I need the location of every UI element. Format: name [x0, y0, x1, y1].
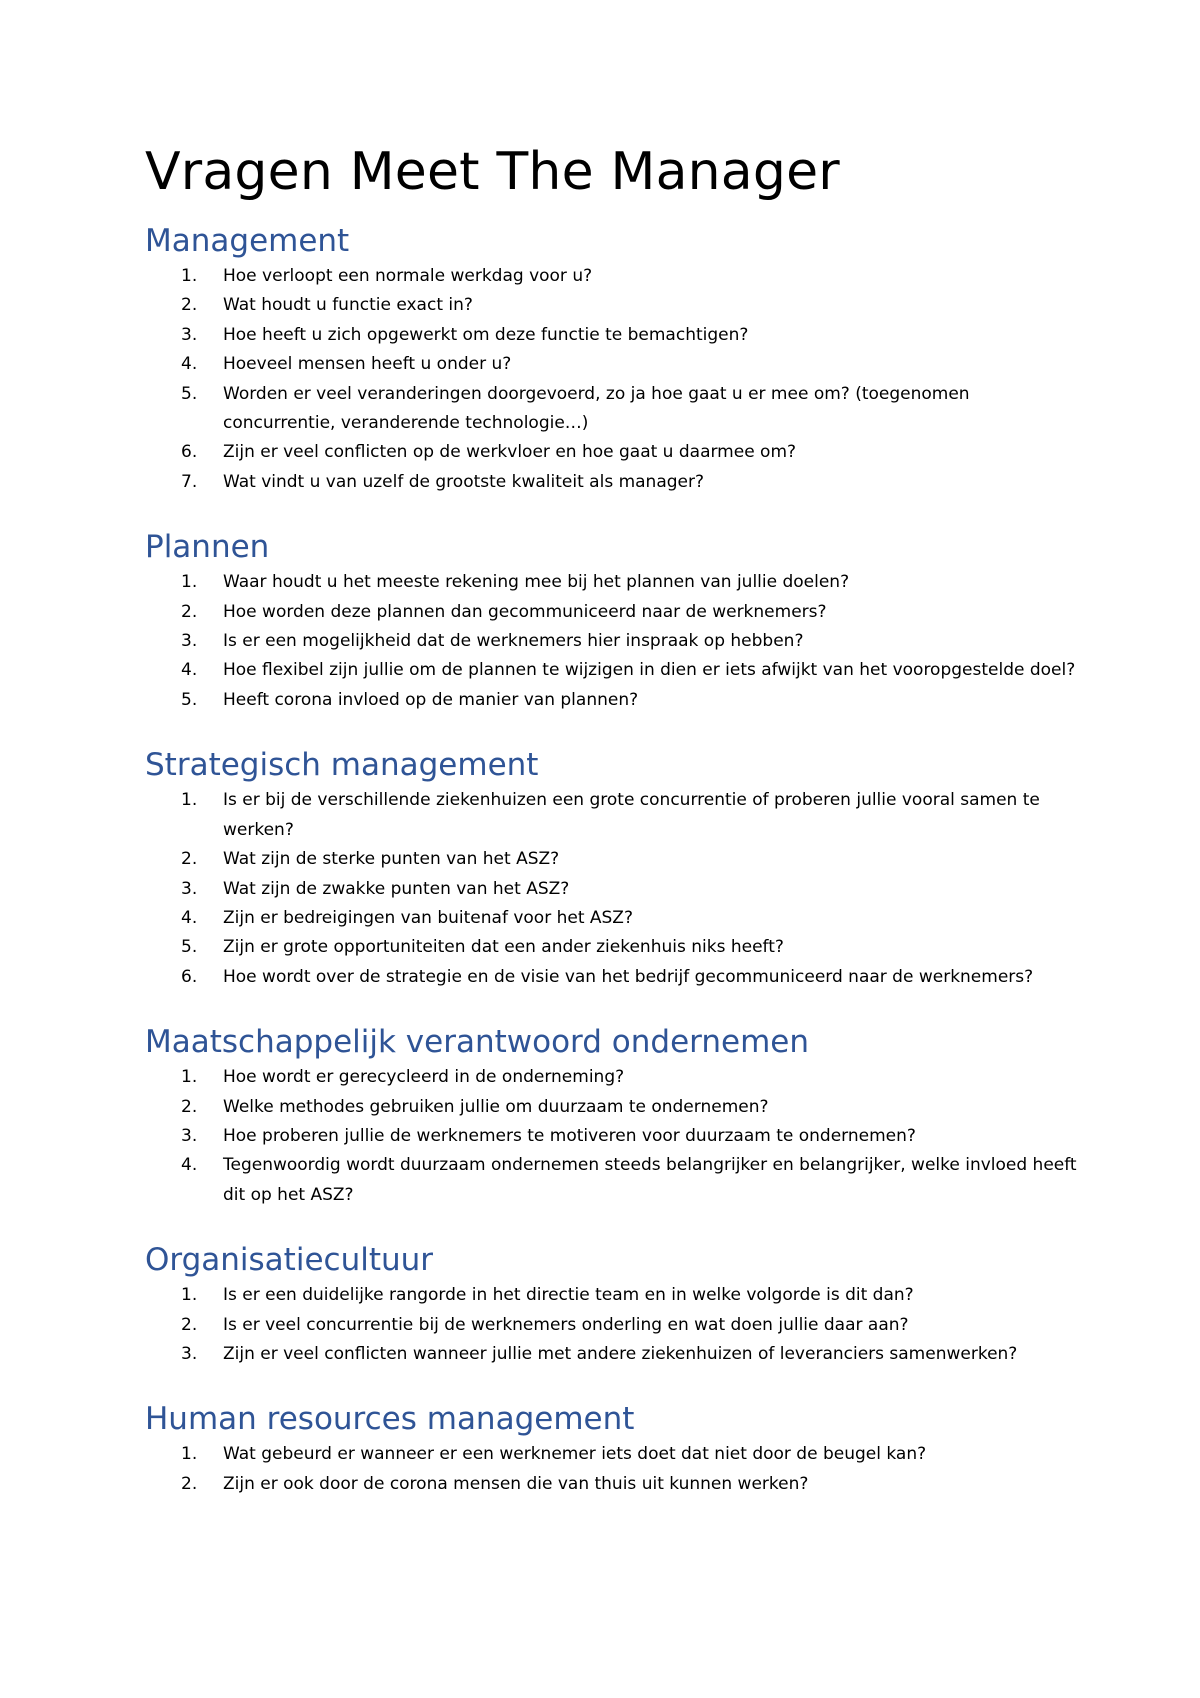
question-text: Zijn er bedreigingen van buitenaf voor het ASZ? [223, 907, 633, 928]
question-text: Zijn er ook door de corona mensen die van thuis uit kunnen werken? [223, 1473, 809, 1494]
question-number: 6. [181, 966, 198, 987]
question-number: 1. [181, 572, 198, 593]
question-item [145, 1063, 1105, 1092]
question-item [145, 1470, 1105, 1499]
question-number: 1. [181, 266, 198, 286]
question-number: 5. [181, 689, 198, 710]
question-text: Wat zijn de sterke punten van het ASZ? [223, 849, 560, 870]
section [145, 222, 1105, 497]
question-list [145, 786, 1105, 992]
question-item [145, 598, 1105, 627]
question-text: Zijn er veel conflicten op de werkvloer en hoe gaat u daarmee om? [223, 442, 797, 463]
question-number: 3. [181, 1343, 198, 1364]
question-text: Worden er veel veranderingen doorgevoerd, zo ja hoe gaat u er mee om? (toegenomen concurrentie, veranderende technologie…) [223, 383, 970, 434]
question-item [145, 845, 1105, 874]
section [145, 1400, 1105, 1499]
question-text: Is er een duidelijke rangorde in het directie team en in welke volgorde is dit dan? [223, 1285, 914, 1306]
question-number: 1. [181, 1444, 198, 1465]
question-number: 3. [181, 1125, 198, 1146]
section-heading: Organisatiecultuur [145, 1242, 434, 1279]
question-text: Hoeveel mensen heeft u onder u? [223, 354, 512, 375]
question-text: Hoe proberen jullie de werknemers te motiveren voor duurzaam te ondernemen? [223, 1125, 916, 1146]
question-text: Is er veel concurrentie bij de werknemers onderling en wat doen jullie daar aan? [223, 1314, 909, 1335]
question-item [145, 262, 1105, 291]
question-number: 4. [181, 660, 198, 681]
question-text: Hoe wordt er gerecycleerd in de onderneming? [223, 1067, 625, 1088]
question-item [145, 568, 1105, 597]
question-number: 4. [181, 1155, 198, 1176]
question-text: Hoe flexibel zijn jullie om de plannen te wijzigen in dien er iets afwijkt van het vooropgestelde doel? [223, 660, 1076, 681]
question-number: 4. [181, 907, 198, 928]
question-text: Wat zijn de zwakke punten van het ASZ? [223, 878, 570, 899]
question-text: Wat gebeurd er wanneer er een werknemer iets doet dat niet door de beugel kan? [223, 1444, 927, 1465]
question-text: Heeft corona invloed op de manier van plannen? [223, 689, 639, 710]
question-item [145, 686, 1105, 715]
question-item [145, 438, 1105, 467]
question-list [145, 568, 1105, 715]
question-list [145, 1440, 1105, 1499]
question-text: Hoe worden deze plannen dan gecommuniceerd naar de werknemers? [223, 601, 827, 622]
question-text: Waar houdt u het meeste rekening mee bij het plannen van jullie doelen? [223, 572, 850, 593]
question-number: 4. [181, 354, 198, 375]
question-item [145, 468, 1105, 497]
question-text: Welke methodes gebruiken jullie om duurzaam te ondernemen? [223, 1096, 769, 1117]
question-item [145, 1122, 1105, 1151]
question-number: 2. [181, 849, 198, 870]
question-list [145, 1281, 1105, 1369]
question-item [145, 1281, 1105, 1310]
section-heading: Management [145, 223, 350, 259]
question-text: Is er bij de verschillende ziekenhuizen een grote concurrentie of proberen jullie vooral samen te werken? [223, 790, 1040, 840]
question-number: 1. [181, 1285, 198, 1306]
question-item [145, 904, 1105, 933]
question-number: 3. [181, 324, 198, 345]
question-number: 5. [181, 937, 198, 958]
question-list [145, 1063, 1105, 1210]
question-item [145, 1340, 1105, 1369]
section-heading: Human resources management [145, 1401, 635, 1438]
question-item [145, 1311, 1105, 1340]
question-text: Zijn er veel conflicten wanneer jullie met andere ziekenhuizen of leveranciers samenwerken? [223, 1343, 1018, 1364]
question-text: Is er een mogelijkheid dat de werknemers hier inspraak op hebben? [223, 631, 804, 652]
question-item [145, 933, 1105, 962]
question-number: 2. [181, 1473, 198, 1494]
document-title: Vragen Meet The Manager [145, 142, 840, 202]
question-item [145, 350, 1105, 379]
question-text: Wat houdt u functie exact in? [223, 295, 473, 316]
section [145, 1023, 1105, 1210]
question-item [145, 380, 1105, 439]
document-page [145, 140, 1105, 1530]
question-number: 3. [181, 878, 198, 899]
section [145, 746, 1105, 992]
question-text: Zijn er grote opportuniteiten dat een ander ziekenhuis niks heeft? [223, 937, 784, 958]
question-item [145, 875, 1105, 904]
question-item [145, 786, 1105, 845]
question-item [145, 321, 1105, 350]
question-number: 1. [181, 1067, 198, 1088]
question-text: Tegenwoordig wordt duurzaam ondernemen steeds belangrijker en belangrijker, welke invloed heeft dit op het ASZ? [223, 1155, 1077, 1205]
question-item [145, 1440, 1105, 1469]
question-number: 3. [181, 631, 198, 652]
section [145, 528, 1105, 715]
question-text: Hoe heeft u zich opgewerkt om deze functie te bemachtigen? [223, 324, 749, 345]
section [145, 1241, 1105, 1369]
sections-container [145, 222, 1105, 1499]
question-number: 2. [181, 1314, 198, 1335]
question-item [145, 1093, 1105, 1122]
question-text: Wat vindt u van uzelf de grootste kwaliteit als manager? [223, 471, 705, 492]
question-item [145, 1151, 1105, 1210]
question-number: 5. [181, 383, 198, 404]
question-item [145, 291, 1105, 320]
section-heading: Maatschappelijk verantwoord ondernemen [145, 1024, 809, 1061]
question-number: 6. [181, 442, 198, 463]
section-heading: Strategisch management [145, 747, 539, 784]
question-item [145, 963, 1105, 992]
question-number: 2. [181, 295, 198, 316]
question-item [145, 627, 1105, 656]
question-item [145, 656, 1105, 685]
question-number: 2. [181, 601, 198, 622]
question-number: 2. [181, 1096, 198, 1117]
question-text: Hoe verloopt een normale werkdag voor u? [223, 266, 593, 286]
question-number: 7. [181, 471, 198, 492]
question-text: Hoe wordt over de strategie en de visie van het bedrijf gecommuniceerd naar de werknemers? [223, 966, 1034, 987]
question-list [145, 262, 1105, 497]
question-number: 1. [181, 790, 198, 811]
section-heading: Plannen [145, 529, 270, 566]
